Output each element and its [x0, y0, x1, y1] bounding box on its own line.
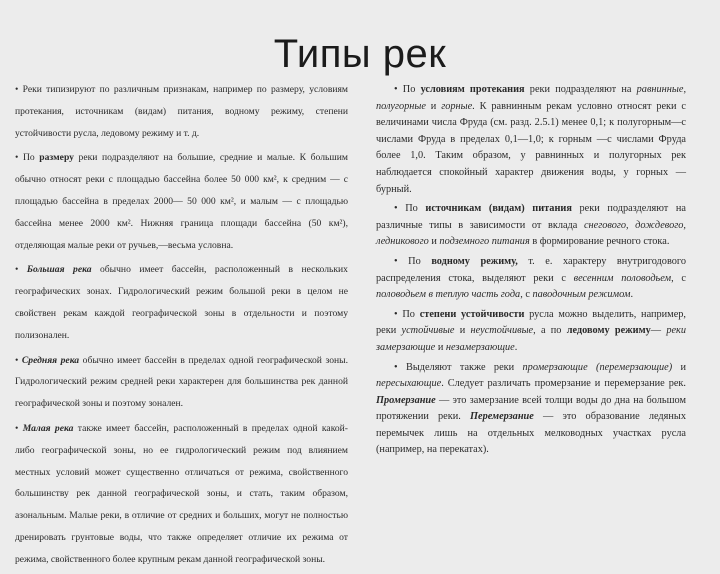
right-text-segment: и	[435, 341, 446, 353]
right-text-segment: источникам (видам) питания	[425, 203, 572, 215]
right-text-segment: паводочным режимом	[532, 289, 631, 301]
right-text-segment: снегового, дождевого, ледникового	[376, 219, 686, 248]
right-text-segment: горные	[441, 100, 473, 112]
right-text-segment: и	[425, 100, 442, 112]
right-text-segment: половодьем в теплую часть года	[376, 289, 521, 301]
right-text-segment: подземного питания	[439, 236, 530, 248]
left-text-segment: обычно имеет бассейн, расположенный в нескольких географических зонах. Гидрологический режим большой реки в целом не свойствен рекам каждой географической зоны в отдельности и поэтому полизонален.	[15, 264, 348, 341]
right-text-segment: и	[454, 325, 471, 337]
right-text-segment: • По	[394, 203, 426, 215]
right-text-segment: Промерзание	[376, 394, 436, 406]
right-text-segment: пересыхающие	[376, 378, 442, 390]
right-text-segment: ледовому режиму	[566, 325, 651, 337]
right-text-segment: • Выделяют также реки	[394, 361, 523, 373]
right-column	[376, 82, 686, 462]
left-paragraph	[15, 147, 348, 256]
right-text-segment: • По	[394, 255, 432, 267]
right-text-segment: весенним половодьем	[573, 272, 672, 284]
right-paragraph	[376, 201, 686, 251]
left-text-segment: •	[15, 264, 27, 276]
left-text-segment: • Реки типизируют по различным признакам, например по размеру, условиям протекания, источникам (видам) питания, водному режиму, степени устойчивости русла, ледовому режиму и т. д.	[15, 84, 348, 139]
left-text-segment: также имеет бассейн, расположенный в пределах одной какой-либо географической зоны, но ее гидрологический режим под влиянием местных условий может существенно отличаться от режима, свойственного большинству рек данной географической зоны, и стать, таким образом, азональным. Малые реки, в отличие от средних и больших, могут не полностью дренировать грунтовые воды, что также определяет отличие их режима от режима, свойственного более крупным рекам данной географической зоны.	[15, 422, 348, 565]
left-paragraph	[15, 350, 348, 415]
left-text-segment: Средняя река	[21, 354, 80, 366]
left-text-segment: обычно имеет бассейн в пределах одной географической зоны. Гидрологический режим средней реки характерен для большинства рек данной географической зоны и поэтому зонален.	[15, 354, 348, 410]
right-text-segment: и	[428, 236, 440, 248]
left-column	[15, 79, 348, 574]
right-text-segment: русла можно выделить, например, реки	[376, 308, 686, 337]
right-text-segment: Перемерзание	[469, 411, 534, 423]
left-text-segment: размеру	[39, 152, 74, 164]
right-text-segment: . Следует различать промерзание и перемерзание рек.	[441, 378, 686, 390]
left-text-segment: Большая река	[26, 264, 92, 276]
right-text-segment: водному режиму,	[431, 255, 518, 267]
right-text-segment: в формирование речного стока.	[529, 236, 670, 248]
right-text-segment: . К равнинным рекам условно относят реки с величинами числа Фруда (см. разд. 2.5.1) менее 0,1; к полугорным—с числами Фруда в пределах 0,1—1,0; к горным —с числами Фруда более 1,0. Таким образом, у равнинных и полугорных рек наблюдается спокойный характер движения воды, у горных — бурный.	[376, 100, 686, 195]
right-text-segment: , а по	[533, 325, 567, 337]
right-text-segment: равнинные, полугорные	[376, 84, 687, 112]
right-text-segment: реки замерзающие	[376, 325, 686, 353]
right-text-segment: условиям протекания	[420, 84, 525, 95]
left-text-segment: реки подразделяют на большие, средние и малые. К большим обычно относят реки с площадью бассейна более 50 000 км², к средним — с площадью бассейна в пределах 2000— 50 000 км², и малым — с площадью бассейна менее 2000 км². Нижняя граница площади бассейна (50 км²), отделяющая малые реки от ручьев,—весьма условна.	[15, 152, 348, 251]
right-text-segment: — это образование ледяных перемычек лишь на отдельных мелководных участках русла (например, на перекатах).	[376, 411, 686, 456]
right-text-segment: незамерзающие	[445, 341, 515, 353]
right-text-segment: —	[650, 325, 667, 337]
right-text-segment: — это замерзание всей толщи воды до дна на большом протяжении реки.	[376, 394, 686, 423]
right-text-segment: устойчивые	[401, 325, 455, 337]
left-paragraph	[15, 418, 348, 571]
right-text-segment: неустойчивые	[470, 325, 534, 337]
right-text-segment: реки подразделяют на различные типы в зависимости от вклада	[376, 203, 686, 231]
right-text-segment: , с	[520, 289, 533, 301]
right-text-segment: степени устойчивости	[419, 308, 525, 320]
right-paragraph	[376, 254, 686, 304]
left-text-segment: • По	[15, 152, 40, 164]
left-paragraph	[15, 259, 348, 346]
right-text-segment: • По	[394, 308, 420, 320]
right-text-segment: и	[672, 361, 686, 373]
left-paragraph	[15, 79, 348, 144]
left-text-segment: Малая река	[22, 422, 74, 434]
right-paragraph	[376, 307, 686, 357]
right-text-segment: , с	[671, 272, 686, 284]
slide-title: Типы рек	[273, 32, 447, 76]
right-paragraph	[376, 360, 686, 460]
right-text-segment: .	[514, 341, 518, 353]
left-text-segment: •	[15, 422, 23, 434]
right-text-segment: .	[630, 289, 634, 301]
right-text-segment: реки подразделяют на	[524, 84, 637, 95]
right-paragraph	[376, 82, 686, 198]
left-text-segment: •	[15, 354, 22, 366]
right-text-segment: • По	[394, 84, 421, 95]
right-text-segment: промерзающие (перемерзающие)	[522, 361, 673, 373]
right-text-segment: т. е. характеру внутригодового распределения стока, выделяют реки с	[376, 255, 687, 284]
